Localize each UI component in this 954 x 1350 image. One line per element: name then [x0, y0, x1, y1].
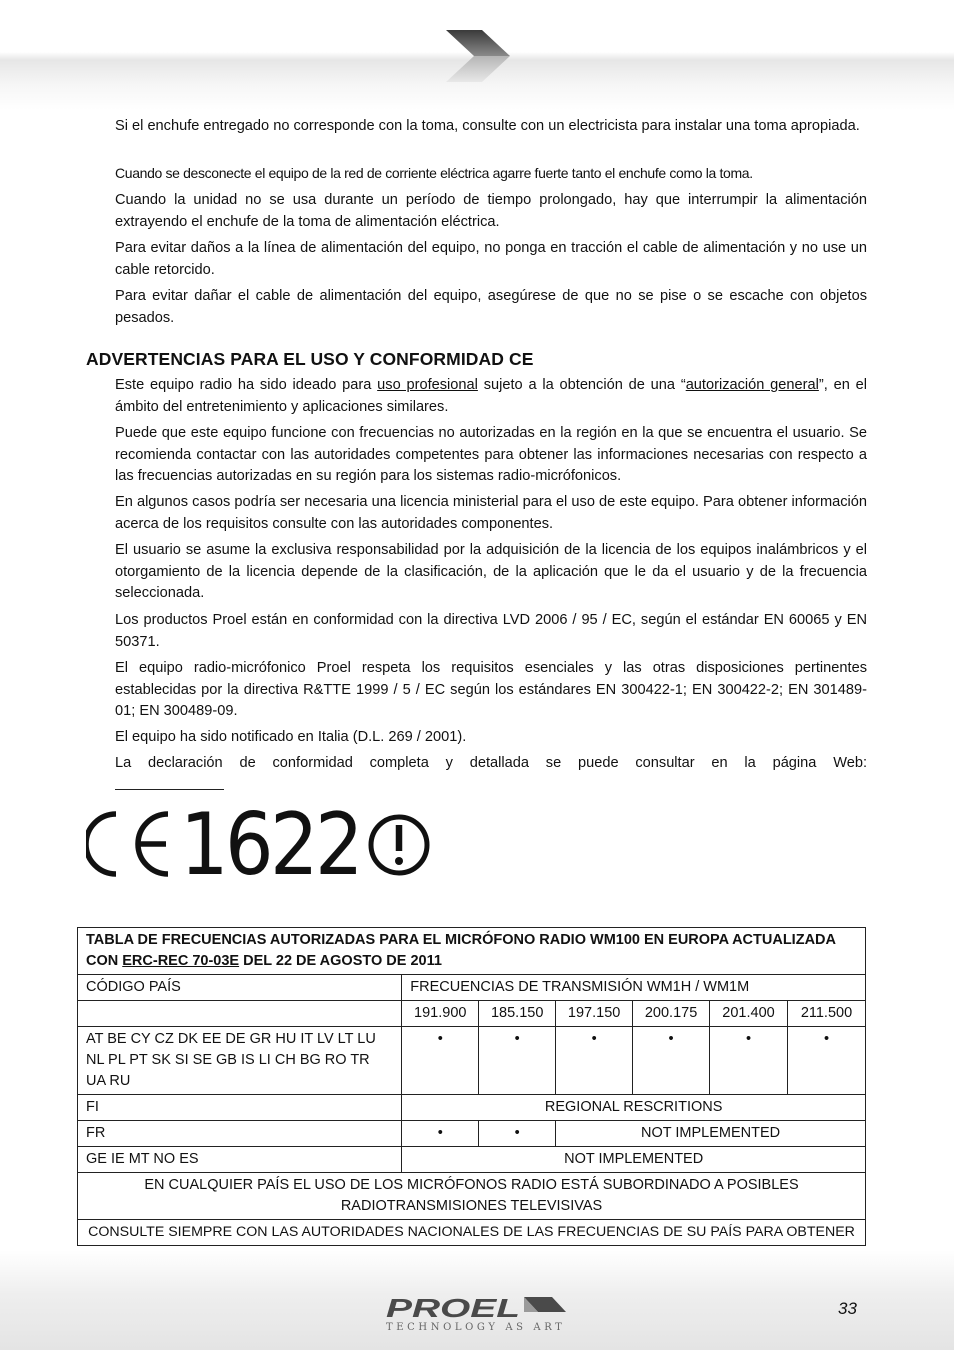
autorizacion-general-link[interactable]: autorización general	[685, 377, 819, 393]
paragraph: Puede que este equipo funcione con frecuencias no autorizadas en la región en la que se encuentra el usuario. Se recomienda contactar con las autoridades competentes para obtener las informaciones necesarias con respecto a las frecuencias autorizadas en su región para los sistemas radio-micrófonicos.	[115, 425, 867, 484]
frequency-value: 197.150	[556, 1001, 633, 1027]
intro-text: ”, en el ámbito del entretenimiento y aplicaciones similares.	[115, 377, 867, 415]
allowed-bullet: •	[556, 1027, 633, 1095]
paragraph: Cuando se desconecte el equipo de la red de corriente eléctrica agarre fuerte tanto el enchufe como la toma.	[115, 165, 753, 181]
table-note: EN CUALQUIER PAÍS EL USO DE LOS MICRÓFONOS RADIO ESTÁ SUBORDINADO A POSIBLES RADIOTRANSMISIONES TELEVISIVAS	[78, 1173, 866, 1220]
ce-mark-logo	[86, 808, 436, 880]
erc-rec-link[interactable]: ERC-REC 70-03E	[122, 953, 240, 969]
table-row	[78, 1027, 866, 1095]
header-chevron-icon	[444, 28, 514, 84]
allowed-bullet: •	[633, 1027, 710, 1095]
intro-text: Este equipo radio ha sido ideado para	[115, 377, 378, 393]
frequency-value: 200.175	[633, 1001, 710, 1027]
allowed-bullet: •	[402, 1027, 479, 1095]
paragraph: El equipo radio-micrófonico Proel respeta los requisitos esenciales y las otras disposiciones pertinentes establecidas por la directiva R&TTE 1999 / 5 / EC según los estándares EN 300422-1; EN 300422-2; EN 301489-01; EN 300489-09.	[115, 660, 867, 719]
table-header-row	[78, 975, 866, 1001]
table-row	[78, 1121, 866, 1147]
status-cell: NOT IMPLEMENTED	[402, 1147, 866, 1173]
table-row	[78, 1095, 866, 1121]
paragraph: Cuando la unidad no se usa durante un período de tiempo prolongado, hay que interrumpir la alimentación extrayendo el enchufe de la toma de alimentación eléctrica.	[115, 192, 867, 230]
country-codes: FI	[78, 1095, 402, 1121]
allowed-bullet: •	[479, 1121, 556, 1147]
intro-text: sujeto a la obtención de una “	[477, 377, 686, 393]
table-note-row	[78, 1173, 866, 1220]
allowed-bullet: •	[479, 1027, 556, 1095]
intro-paragraph	[115, 375, 867, 418]
section-heading: ADVERTENCIAS PARA EL USO Y CONFORMIDAD CE	[86, 349, 534, 369]
proel-logo-wordmark: PROEL	[386, 1293, 520, 1323]
country-codes: AT BE CY CZ DK EE DE GR HU IT LV LT LU NL PL PT SK SI SE GB IS LI CH BG RO TR UA RU	[78, 1027, 402, 1095]
table-title-text: DEL 22 DE AGOSTO DE 2011	[239, 953, 442, 969]
table-row	[78, 1147, 866, 1173]
frequency-values-row	[78, 1001, 866, 1027]
paragraph: La declaración de conformidad completa y detallada se puede consultar en la página Web:	[115, 755, 867, 771]
uso-profesional-link[interactable]: uso profesional	[377, 377, 478, 393]
status-cell: REGIONAL RESCRITIONS	[402, 1095, 866, 1121]
table-title	[78, 928, 866, 975]
frequency-table	[77, 927, 866, 1246]
paragraph: Para evitar dañar el cable de alimentación del equipo, asegúrese de que no se pise o se escache con objetos pesados.	[115, 288, 867, 326]
paragraph: Los productos Proel están en conformidad con la directiva LVD 2006 / 95 / EC, según el estándar EN 60065 y EN 50371.	[115, 612, 867, 650]
country-codes: FR	[78, 1121, 402, 1147]
frequency-value: 191.900	[402, 1001, 479, 1027]
proel-tagline: TECHNOLOGY AS ART	[386, 1322, 566, 1333]
allowed-bullet: •	[710, 1027, 788, 1095]
paragraph: El usuario se asume la exclusiva responsabilidad por la adquisición de la licencia de los equipos inalámbricos y el otorgamiento de la licencia depende de la clasificación, de la aplicación que le da el usuario y de la frecuencia seleccionada.	[115, 542, 867, 601]
paragraph: Para evitar daños a la línea de alimentación del equipo, no ponga en tracción el cable de alimentación y no use un cable retorcido.	[115, 240, 867, 278]
table-title-row	[78, 928, 866, 975]
page-number: 33	[838, 1299, 857, 1318]
column-header-frequencies: FRECUENCIAS DE TRANSMISIÓN WM1H / WM1M	[402, 975, 866, 1001]
country-codes: GE IE MT NO ES	[78, 1147, 402, 1173]
frequency-value: 201.400	[710, 1001, 788, 1027]
status-cell: NOT IMPLEMENTED	[556, 1121, 866, 1147]
proel-logo	[384, 1293, 570, 1335]
frequency-value: 185.150	[479, 1001, 556, 1027]
empty-cell	[78, 1001, 402, 1027]
web-link-underline[interactable]	[115, 789, 224, 790]
table-title-text: TABLA DE FRECUENCIAS AUTORIZADAS PARA EL MICRÓFONO RADIO WM100 EN EUROPA ACTUALIZADA CON	[86, 932, 836, 969]
ce-notified-body-number: 1622	[180, 808, 360, 880]
table-note-row	[78, 1220, 866, 1246]
column-header-country: CÓDIGO PAÍS	[78, 975, 402, 1001]
allowed-bullet: •	[402, 1121, 479, 1147]
paragraph: El equipo ha sido notificado en Italia (D.L. 269 / 2001).	[115, 729, 467, 745]
allowed-bullet: •	[787, 1027, 865, 1095]
paragraph: Si el enchufe entregado no corresponde con la toma, consulte con un electricista para instalar una toma apropiada.	[115, 118, 860, 134]
table-note: CONSULTE SIEMPRE CON LAS AUTORIDADES NACIONALES DE LAS FRECUENCIAS DE SU PAÍS PARA OBTENER	[78, 1220, 866, 1246]
frequency-value: 211.500	[787, 1001, 865, 1027]
paragraph: En algunos casos podría ser necesaria una licencia ministerial para el uso de este equipo. Para obtener información acerca de los requisitos consulte con las autoridades componentes.	[115, 494, 867, 532]
